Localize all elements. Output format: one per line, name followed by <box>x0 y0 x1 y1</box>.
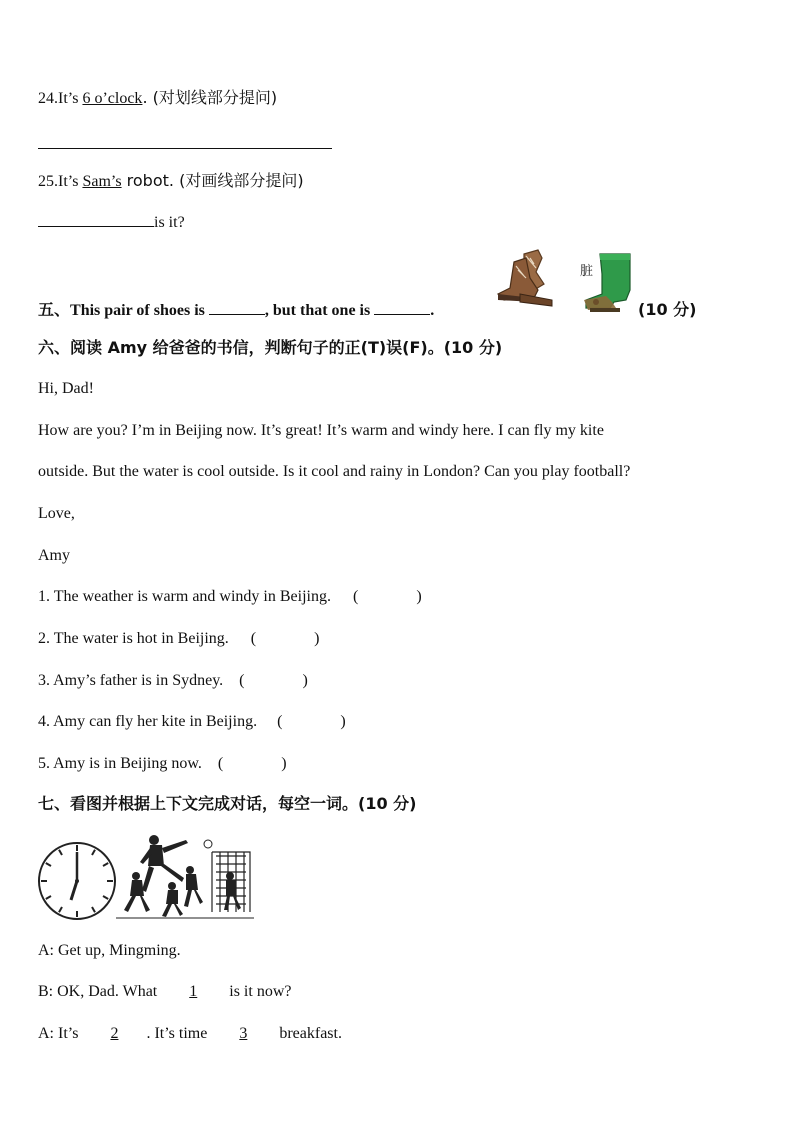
blank-3[interactable]: 3 <box>239 1025 248 1042</box>
football-players-image <box>116 832 254 922</box>
q25-suffix: robot. (对画线部分提问) <box>121 171 304 190</box>
q24-answer-line[interactable] <box>38 148 332 149</box>
tf-item <box>38 629 319 649</box>
paren-open: ( <box>250 630 257 647</box>
green-boot-icon <box>576 250 636 314</box>
paren-open: ( <box>239 672 245 689</box>
q24-prefix: 24.It’s <box>38 90 83 107</box>
tf-item <box>38 671 308 691</box>
q25-answer-suffix: is it? <box>154 214 185 231</box>
dirty-label: 脏 <box>580 264 594 279</box>
section-5 <box>38 300 434 321</box>
dialogue-a2-text-b: . It’s time <box>146 1025 212 1042</box>
tf-item <box>38 587 422 607</box>
q25-underlined: Sam’s <box>82 173 122 190</box>
q24-underlined: 6 o’clock <box>82 90 143 107</box>
q25-answer <box>38 212 185 233</box>
dialogue-b1-text-a: B: OK, Dad. What <box>38 983 162 1000</box>
paren-close: ) <box>314 630 320 647</box>
letter-signature: Amy <box>38 547 70 564</box>
q24-suffix: . (对划线部分提问) <box>142 88 278 107</box>
q25-prefix: 25.It’s <box>38 173 83 190</box>
dialogue-b1 <box>38 982 291 1002</box>
question-25 <box>38 171 304 192</box>
section7-title: 七、看图并根据上下文完成对话，每空一词。(10 分) <box>38 794 417 813</box>
section5-score: (10 分) <box>638 300 697 319</box>
letter-body-line-1: How are you? I’m in Beijing now. It’s great! It’s warm and windy here. I can fly my kite <box>38 422 604 439</box>
tf-item-text: 4. Amy can fly her kite in Beijing. <box>38 713 258 730</box>
q25-answer-blank[interactable] <box>38 212 154 227</box>
letter-closing: Love, <box>38 505 75 522</box>
blank-2[interactable]: 2 <box>110 1025 119 1042</box>
clock-icon <box>36 840 118 922</box>
paren-close: ) <box>340 713 346 730</box>
tf-item <box>38 754 287 774</box>
letter-greeting: Hi, Dad! <box>38 380 94 397</box>
blank-1[interactable]: 1 <box>189 983 198 1000</box>
section5-blank-2[interactable] <box>374 300 430 315</box>
section5-label: 五、 <box>38 300 71 319</box>
paren-open: ( <box>277 713 283 730</box>
paren-close: ) <box>302 672 308 689</box>
dialogue-a2-text-a: A: It’s <box>38 1025 83 1042</box>
letter-body-line-2: outside. But the water is cool outside. Is it cool and rainy in London? Can you play football? <box>38 463 631 480</box>
brown-shoes-icon <box>494 248 556 314</box>
section6-title: 六、阅读 Amy 给爸爸的书信，判断句子的正(T)误(F)。(10 分) <box>38 338 503 357</box>
tf-item-text: 1. The weather is warm and windy in Beijing. <box>38 588 331 605</box>
dialogue-a2 <box>38 1024 342 1044</box>
section5-blank-1[interactable] <box>209 300 265 315</box>
paren-close: ) <box>416 588 422 605</box>
dialogue-a2-text-c: breakfast. <box>275 1025 342 1042</box>
paren-open: ( <box>352 588 359 605</box>
section5-text-a: This pair of shoes is <box>70 302 209 319</box>
section5-text-c: . <box>430 302 435 319</box>
question-24 <box>38 88 277 109</box>
paren-close: ) <box>281 755 287 772</box>
tf-item-text: 2. The water is hot in Beijing. <box>38 630 229 647</box>
dialogue-a1: A: Get up, Mingming. <box>38 942 181 959</box>
dialogue-b1-text-b: is it now? <box>225 983 292 1000</box>
tf-item-text: 3. Amy’s father is in Sydney. <box>38 672 224 689</box>
tf-item <box>38 712 346 732</box>
tf-item-text: 5. Amy is in Beijing now. <box>38 755 202 772</box>
paren-open: ( <box>217 755 224 772</box>
section5-text-b: , but that one is <box>264 302 375 319</box>
